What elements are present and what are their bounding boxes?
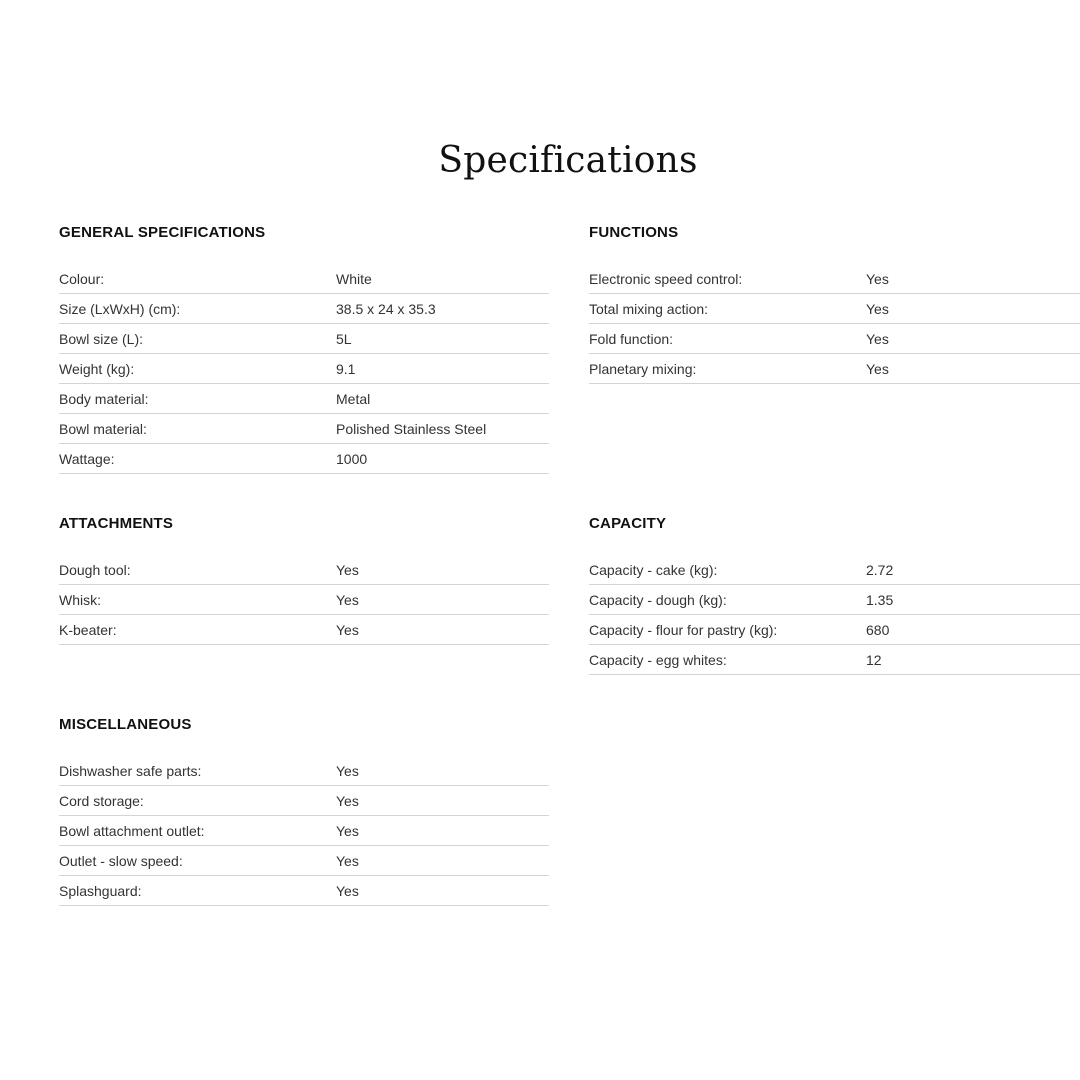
spec-value: Polished Stainless Steel <box>336 420 487 437</box>
spec-row <box>59 876 549 906</box>
page-title: Specifications <box>438 140 698 181</box>
spec-value: White <box>336 270 372 287</box>
spec-value: 2.72 <box>866 561 894 578</box>
spec-row <box>59 414 549 444</box>
spec-label: Planetary mixing: <box>589 360 697 377</box>
spec-label: Capacity - cake (kg): <box>589 561 718 578</box>
spec-row <box>589 615 1080 645</box>
spec-row <box>59 294 549 324</box>
spec-label: Dishwasher safe parts: <box>59 762 202 779</box>
spec-value: 1.35 <box>866 591 894 608</box>
section-heading: CAPACITY <box>589 515 667 532</box>
spec-value: 38.5 x 24 x 35.3 <box>336 300 436 317</box>
spec-label: Wattage: <box>59 450 115 467</box>
spec-value: Yes <box>336 561 359 578</box>
spec-row <box>59 384 549 414</box>
spec-value: Yes <box>336 762 359 779</box>
spec-row <box>59 444 549 474</box>
spec-value: Yes <box>336 792 359 809</box>
spec-row <box>59 615 549 645</box>
spec-label: K-beater: <box>59 621 117 638</box>
spec-row <box>589 555 1080 585</box>
spec-row <box>589 354 1080 384</box>
spec-row <box>59 324 549 354</box>
spec-row <box>59 264 549 294</box>
spec-row <box>59 816 549 846</box>
spec-value: Yes <box>336 591 359 608</box>
spec-value: Yes <box>866 300 889 317</box>
spec-label: Outlet - slow speed: <box>59 852 183 869</box>
spec-value: Metal <box>336 390 371 407</box>
spec-label: Bowl size (L): <box>59 330 144 347</box>
spec-value: Yes <box>866 330 889 347</box>
miscellaneous-section <box>59 716 549 906</box>
spec-value: Yes <box>336 822 359 839</box>
spec-row <box>59 585 549 615</box>
spec-value: 1000 <box>336 450 368 467</box>
functions-section <box>589 224 1080 384</box>
spec-value: Yes <box>336 852 359 869</box>
spec-label: Bowl material: <box>59 420 147 437</box>
spec-label: Cord storage: <box>59 792 144 809</box>
section-heading: FUNCTIONS <box>589 224 679 241</box>
spec-label: Capacity - dough (kg): <box>589 591 727 608</box>
spec-value: Yes <box>866 270 889 287</box>
spec-label: Size (LxWxH) (cm): <box>59 300 181 317</box>
spec-label: Body material: <box>59 390 149 407</box>
spec-row <box>59 354 549 384</box>
spec-label: Weight (kg): <box>59 360 135 377</box>
spec-row <box>589 324 1080 354</box>
attachments-section <box>59 515 549 645</box>
spec-value: 5L <box>336 330 352 347</box>
spec-label: Dough tool: <box>59 561 131 578</box>
spec-row <box>589 264 1080 294</box>
spec-value: Yes <box>336 621 359 638</box>
section-heading: MISCELLANEOUS <box>59 716 192 733</box>
spec-row <box>589 645 1080 675</box>
spec-label: Capacity - flour for pastry (kg): <box>589 621 778 638</box>
spec-label: Capacity - egg whites: <box>589 651 727 668</box>
spec-row <box>59 846 549 876</box>
spec-label: Fold function: <box>589 330 674 347</box>
spec-label: Electronic speed control: <box>589 270 743 287</box>
spec-label: Bowl attachment outlet: <box>59 822 205 839</box>
general-specifications-section <box>59 224 549 474</box>
spec-value: Yes <box>866 360 889 377</box>
capacity-section <box>589 515 1080 675</box>
spec-row <box>59 786 549 816</box>
spec-value: Yes <box>336 882 359 899</box>
spec-row <box>589 294 1080 324</box>
spec-label: Total mixing action: <box>589 300 709 317</box>
section-heading: ATTACHMENTS <box>59 515 174 532</box>
spec-value: 12 <box>866 651 882 668</box>
spec-row <box>589 585 1080 615</box>
spec-value: 9.1 <box>336 360 356 377</box>
spec-value: 680 <box>866 621 890 638</box>
spec-row <box>59 756 549 786</box>
spec-label: Splashguard: <box>59 882 142 899</box>
spec-label: Colour: <box>59 270 105 287</box>
spec-label: Whisk: <box>59 591 101 608</box>
spec-row <box>59 555 549 585</box>
section-heading: GENERAL SPECIFICATIONS <box>59 224 266 241</box>
